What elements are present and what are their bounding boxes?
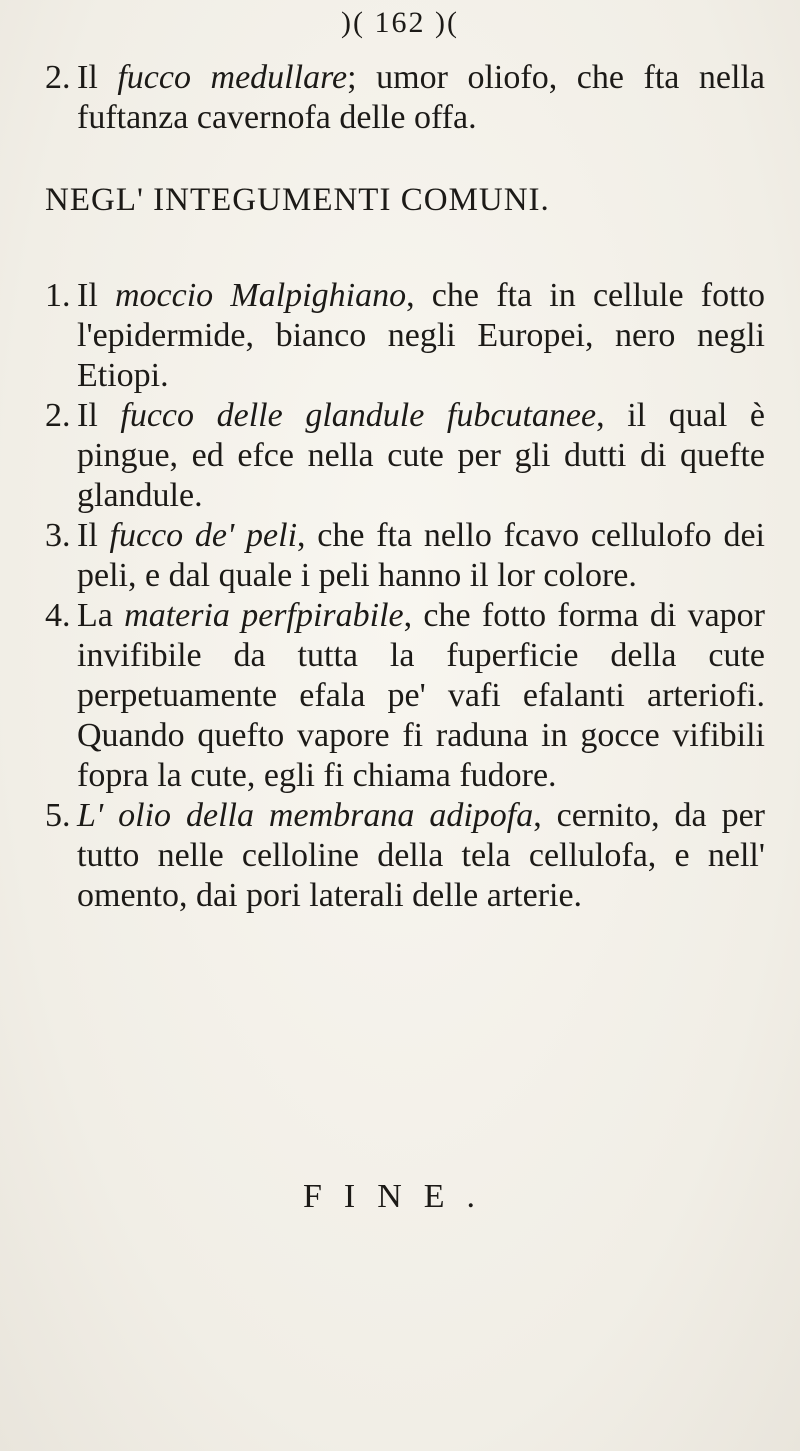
item-number: 2. xyxy=(45,397,71,434)
item-text: , che fta in cellule fotto l'epidermide, bianco negli Europei, nero negli Etiopi. xyxy=(77,277,765,394)
item-number: 5. xyxy=(45,797,71,834)
item-text: , il qual è pingue, ed efce nella cute per gli dutti di quefte glandule. xyxy=(77,397,765,514)
item-number: 1. xyxy=(45,277,71,314)
item-number: 3. xyxy=(45,517,71,554)
running-head: )( 162 )( xyxy=(341,6,459,39)
items-list xyxy=(45,276,765,916)
item-term: fucco medullare xyxy=(117,59,348,96)
item-number: 2. xyxy=(45,59,71,96)
closing-word: FINE. xyxy=(302,1178,498,1215)
item-term: fucco de' peli xyxy=(109,517,298,554)
item-number: 4. xyxy=(45,597,71,634)
item-term: materia perfpirabile xyxy=(124,597,404,634)
list-item xyxy=(45,396,765,516)
item-lead: Il xyxy=(77,517,110,554)
item-text: , che fta nello fcavo cellulofo dei peli, e dal quale i peli hanno il lor colore. xyxy=(77,517,765,594)
item-lead: La xyxy=(77,597,125,634)
item-text: ; umor oliofo, che fta nella fuftanza cavernofa delle offa. xyxy=(77,59,765,136)
intro-item xyxy=(45,58,765,138)
item-lead: Il xyxy=(77,277,115,314)
list-item xyxy=(45,276,765,396)
item-term: moccio Malpighiano xyxy=(115,277,407,314)
item-lead: Il xyxy=(77,59,118,96)
item-lead: Il xyxy=(77,397,121,434)
list-item xyxy=(45,596,765,796)
list-item xyxy=(45,516,765,596)
list-item xyxy=(45,58,765,138)
section-heading: NEGL' INTEGUMENTI COMUNI. xyxy=(45,182,550,218)
item-text: , cernito, da per tutto nelle celloline della tela cellulofa, e nell' omento, dai pori laterali delle arterie. xyxy=(77,797,765,914)
item-text: , che fotto forma di vapor invifibile da tutta la fuperficie della cute perpetuamente efala pe' vafi efalanti arteriofi. Quando quefto vapore fi raduna in gocce vifibili fopra la cute, egli fi chiama fudore. xyxy=(77,597,766,794)
item-term: fucco delle glandule fubcutanee xyxy=(120,397,597,434)
item-term: L' olio della membrana adipofa xyxy=(77,797,534,834)
list-item xyxy=(45,796,765,916)
